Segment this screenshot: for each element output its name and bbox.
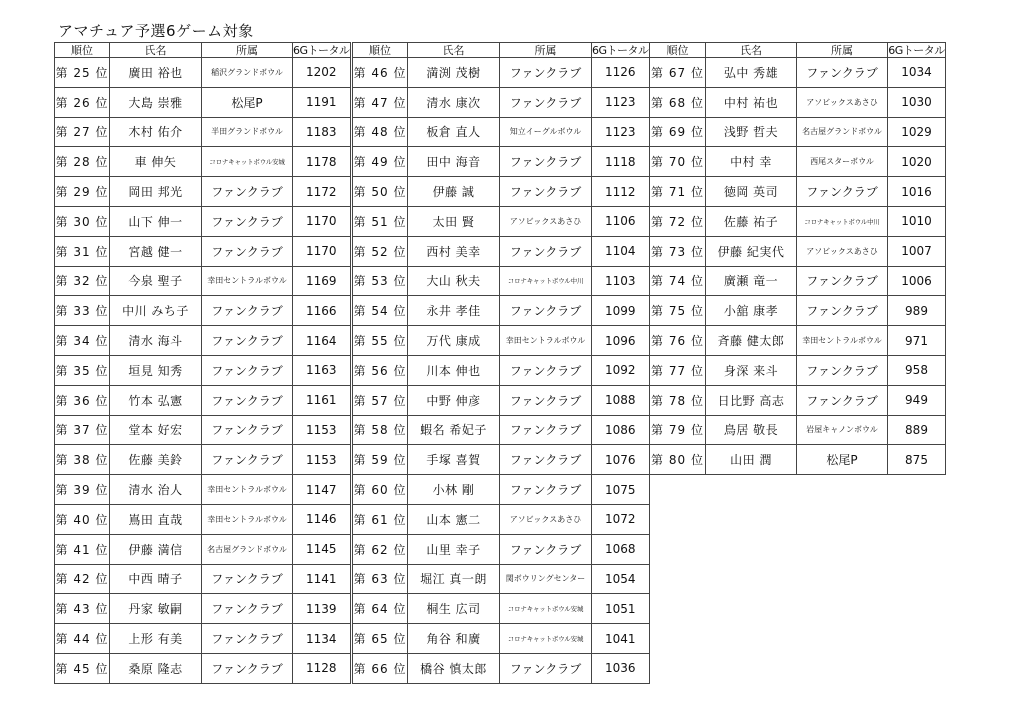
header-rank: 順位: [55, 43, 110, 58]
player-name-cell: 佐藤 美鈴: [110, 445, 202, 475]
player-name-cell: 田中 海音: [408, 147, 500, 177]
table-row: [650, 445, 946, 475]
affiliation-cell: ファンクラブ: [500, 534, 592, 564]
affiliation-cell: 西尾スターボウル: [797, 147, 888, 177]
rank-cell: 第 65 位: [353, 624, 408, 654]
rank-cell: 第 54 位: [353, 296, 408, 326]
table-row: [55, 58, 351, 88]
table-row: [353, 58, 650, 88]
score-cell: 1010: [888, 206, 946, 236]
rank-cell: 第 44 位: [55, 624, 110, 654]
table-row: [55, 177, 351, 207]
player-name-cell: 山田 潤: [706, 445, 797, 475]
score-cell: 1172: [293, 177, 351, 207]
rank-cell: 第 68 位: [650, 87, 706, 117]
score-cell: 1106: [592, 206, 650, 236]
player-name-cell: 山里 幸子: [408, 534, 500, 564]
rank-cell: 第 34 位: [55, 326, 110, 356]
table-row: [353, 87, 650, 117]
affiliation-cell: アソビックスあさひ: [500, 504, 592, 534]
affiliation-cell: ファンクラブ: [500, 296, 592, 326]
table-row: [353, 355, 650, 385]
player-name-cell: 西村 美幸: [408, 236, 500, 266]
score-cell: 1139: [293, 594, 351, 624]
player-name-cell: 桑原 隆志: [110, 653, 202, 683]
table-row: [353, 147, 650, 177]
affiliation-cell: ファンクラブ: [500, 385, 592, 415]
rank-cell: 第 29 位: [55, 177, 110, 207]
affiliation-cell: 名古屋グランドボウル: [202, 534, 293, 564]
header-name: 氏名: [706, 43, 797, 58]
score-cell: 1170: [293, 236, 351, 266]
affiliation-cell: アソビックスあさひ: [797, 236, 888, 266]
rank-cell: 第 75 位: [650, 296, 706, 326]
player-name-cell: 今泉 聖子: [110, 266, 202, 296]
rank-cell: 第 62 位: [353, 534, 408, 564]
score-cell: 1088: [592, 385, 650, 415]
player-name-cell: 弘中 秀雄: [706, 58, 797, 88]
score-cell: 889: [888, 415, 946, 445]
score-cell: 949: [888, 385, 946, 415]
player-name-cell: 蝦名 希妃子: [408, 415, 500, 445]
table-row: [353, 177, 650, 207]
player-name-cell: 中村 祐也: [706, 87, 797, 117]
player-name-cell: 橋谷 慎太郎: [408, 653, 500, 683]
player-name-cell: 中野 伸彦: [408, 385, 500, 415]
table-row: [353, 475, 650, 505]
affiliation-cell: コロナキャットボウル安城: [500, 594, 592, 624]
rank-cell: 第 30 位: [55, 206, 110, 236]
rank-cell: 第 39 位: [55, 475, 110, 505]
player-name-cell: 小林 剛: [408, 475, 500, 505]
affiliation-cell: 稲沢グランドボウル: [202, 58, 293, 88]
table-row: [353, 296, 650, 326]
rank-cell: 第 53 位: [353, 266, 408, 296]
table-row: [55, 266, 351, 296]
affiliation-cell: ファンクラブ: [500, 653, 592, 683]
affiliation-cell: コロナキャットボウル中川: [797, 206, 888, 236]
score-cell: 1146: [293, 504, 351, 534]
rank-cell: 第 48 位: [353, 117, 408, 147]
affiliation-cell: 幸田セントラルボウル: [500, 326, 592, 356]
table-row: [55, 504, 351, 534]
table-header-row: [353, 43, 650, 58]
header-score: 6Gトータル: [592, 43, 649, 57]
affiliation-cell: ファンクラブ: [500, 445, 592, 475]
table-row: [55, 624, 351, 654]
table-row: [650, 296, 946, 326]
rank-cell: 第 26 位: [55, 87, 110, 117]
rank-cell: 第 47 位: [353, 87, 408, 117]
affiliation-cell: ファンクラブ: [202, 296, 293, 326]
table-row: [55, 326, 351, 356]
affiliation-cell: ファンクラブ: [500, 236, 592, 266]
rank-cell: 第 79 位: [650, 415, 706, 445]
table-row: [353, 624, 650, 654]
affiliation-cell: ファンクラブ: [202, 177, 293, 207]
table-row: [55, 534, 351, 564]
player-name-cell: 堂本 好宏: [110, 415, 202, 445]
header-name: 氏名: [110, 43, 202, 58]
score-cell: 1134: [293, 624, 351, 654]
rank-cell: 第 40 位: [55, 504, 110, 534]
player-name-cell: 垣見 知秀: [110, 355, 202, 385]
rank-cell: 第 35 位: [55, 355, 110, 385]
affiliation-cell: 名古屋グランドボウル: [797, 117, 888, 147]
affiliation-cell: 知立イーグルボウル: [500, 117, 592, 147]
affiliation-cell: ファンクラブ: [202, 564, 293, 594]
table-row: [353, 266, 650, 296]
header-affiliation: 所属: [500, 43, 592, 58]
player-name-cell: 廣田 裕也: [110, 58, 202, 88]
rank-cell: 第 78 位: [650, 385, 706, 415]
score-cell: 1123: [592, 87, 650, 117]
table-row: [650, 415, 946, 445]
page-title: アマチュア予選6ゲーム対象: [58, 22, 254, 40]
player-name-cell: 清水 治人: [110, 475, 202, 505]
table-row: [353, 445, 650, 475]
score-cell: 1086: [592, 415, 650, 445]
player-name-cell: 伊藤 満信: [110, 534, 202, 564]
affiliation-cell: ファンクラブ: [500, 475, 592, 505]
player-name-cell: 丹家 敏嗣: [110, 594, 202, 624]
score-cell: 1161: [293, 385, 351, 415]
affiliation-cell: ファンクラブ: [500, 415, 592, 445]
player-name-cell: 大島 崇雅: [110, 87, 202, 117]
affiliation-cell: ファンクラブ: [202, 653, 293, 683]
table-row: [650, 87, 946, 117]
table-row: [55, 445, 351, 475]
table-row: [353, 117, 650, 147]
table-header-row: [650, 43, 946, 58]
header-rank: 順位: [650, 43, 706, 58]
score-cell: 1145: [293, 534, 351, 564]
score-cell: 1170: [293, 206, 351, 236]
score-cell: 1072: [592, 504, 650, 534]
table-row: [55, 594, 351, 624]
header-affiliation: 所属: [797, 43, 888, 58]
player-name-cell: 鳥居 敬長: [706, 415, 797, 445]
rank-cell: 第 51 位: [353, 206, 408, 236]
affiliation-cell: ファンクラブ: [500, 87, 592, 117]
rank-cell: 第 57 位: [353, 385, 408, 415]
rank-cell: 第 61 位: [353, 504, 408, 534]
affiliation-cell: 岩屋キャノンボウル: [797, 415, 888, 445]
score-cell: 1191: [293, 87, 351, 117]
table-row: [55, 296, 351, 326]
rank-cell: 第 38 位: [55, 445, 110, 475]
score-cell: 875: [888, 445, 946, 475]
rank-cell: 第 74 位: [650, 266, 706, 296]
score-cell: 1006: [888, 266, 946, 296]
score-cell: 1123: [592, 117, 650, 147]
rank-cell: 第 60 位: [353, 475, 408, 505]
score-cell: 1153: [293, 415, 351, 445]
affiliation-cell: ファンクラブ: [797, 266, 888, 296]
affiliation-cell: コロナキャットボウル中川: [500, 266, 592, 296]
score-cell: 1075: [592, 475, 650, 505]
table-row: [353, 385, 650, 415]
score-cell: 1041: [592, 624, 650, 654]
player-name-cell: 満渕 茂樹: [408, 58, 500, 88]
score-cell: 1169: [293, 266, 351, 296]
affiliation-cell: ファンクラブ: [500, 58, 592, 88]
rank-cell: 第 37 位: [55, 415, 110, 445]
score-cell: 971: [888, 326, 946, 356]
affiliation-cell: ファンクラブ: [797, 355, 888, 385]
affiliation-cell: アソビックスあさひ: [500, 206, 592, 236]
affiliation-cell: 幸田セントラルボウル: [202, 504, 293, 534]
table-row: [55, 385, 351, 415]
rank-cell: 第 45 位: [55, 653, 110, 683]
table-row: [55, 147, 351, 177]
table-row: [55, 206, 351, 236]
affiliation-cell: ファンクラブ: [797, 296, 888, 326]
affiliation-cell: コロナキャットボウル安城: [500, 624, 592, 654]
table-row: [650, 58, 946, 88]
affiliation-cell: 関ボウリングセンター: [500, 564, 592, 594]
player-name-cell: 徳岡 英司: [706, 177, 797, 207]
table-row: [650, 266, 946, 296]
table-row: [353, 653, 650, 683]
rank-cell: 第 64 位: [353, 594, 408, 624]
table-row: [353, 415, 650, 445]
table-row: [55, 355, 351, 385]
rank-cell: 第 55 位: [353, 326, 408, 356]
affiliation-cell: ファンクラブ: [202, 206, 293, 236]
table-row: [353, 206, 650, 236]
affiliation-cell: アソビックスあさひ: [797, 87, 888, 117]
player-name-cell: 万代 康成: [408, 326, 500, 356]
score-cell: 1029: [888, 117, 946, 147]
rank-cell: 第 50 位: [353, 177, 408, 207]
affiliation-cell: ファンクラブ: [202, 385, 293, 415]
affiliation-cell: ファンクラブ: [797, 177, 888, 207]
player-name-cell: 中西 晴子: [110, 564, 202, 594]
score-cell: 1051: [592, 594, 650, 624]
score-cell: 1153: [293, 445, 351, 475]
table-row: [55, 87, 351, 117]
player-name-cell: 廣瀬 竜一: [706, 266, 797, 296]
affiliation-cell: 幸田セントラルボウル: [202, 475, 293, 505]
table-row: [55, 653, 351, 683]
score-cell: 1076: [592, 445, 650, 475]
rank-cell: 第 41 位: [55, 534, 110, 564]
player-name-cell: 佐藤 祐子: [706, 206, 797, 236]
player-name-cell: 小舘 康孝: [706, 296, 797, 326]
score-cell: 1020: [888, 147, 946, 177]
score-cell: 1036: [592, 653, 650, 683]
rank-cell: 第 66 位: [353, 653, 408, 683]
score-cell: 1099: [592, 296, 650, 326]
score-cell: 1166: [293, 296, 351, 326]
player-name-cell: 斉藤 健太郎: [706, 326, 797, 356]
affiliation-cell: 幸田セントラルボウル: [797, 326, 888, 356]
affiliation-cell: ファンクラブ: [202, 415, 293, 445]
rank-cell: 第 58 位: [353, 415, 408, 445]
player-name-cell: 伊藤 紀実代: [706, 236, 797, 266]
score-cell: 1054: [592, 564, 650, 594]
results-table-column-3: [649, 42, 946, 475]
score-cell: 1163: [293, 355, 351, 385]
score-cell: 989: [888, 296, 946, 326]
header-rank: 順位: [353, 43, 408, 58]
affiliation-cell: 幸田セントラルボウル: [202, 266, 293, 296]
header-name: 氏名: [408, 43, 500, 58]
table-row: [55, 236, 351, 266]
table-row: [353, 504, 650, 534]
affiliation-cell: 松尾P: [797, 445, 888, 475]
player-name-cell: 上形 有美: [110, 624, 202, 654]
table-row: [650, 117, 946, 147]
rank-cell: 第 49 位: [353, 147, 408, 177]
player-name-cell: 浅野 哲夫: [706, 117, 797, 147]
header-score: 6Gトータル: [888, 43, 945, 57]
affiliation-cell: ファンクラブ: [202, 355, 293, 385]
affiliation-cell: ファンクラブ: [202, 236, 293, 266]
table-row: [55, 564, 351, 594]
table-row: [353, 594, 650, 624]
rank-cell: 第 63 位: [353, 564, 408, 594]
rank-cell: 第 43 位: [55, 594, 110, 624]
player-name-cell: 手塚 喜賀: [408, 445, 500, 475]
rank-cell: 第 56 位: [353, 355, 408, 385]
rank-cell: 第 69 位: [650, 117, 706, 147]
affiliation-cell: 松尾P: [202, 87, 293, 117]
score-cell: 1183: [293, 117, 351, 147]
score-cell: 1068: [592, 534, 650, 564]
rank-cell: 第 67 位: [650, 58, 706, 88]
rank-cell: 第 25 位: [55, 58, 110, 88]
score-cell: 1202: [293, 58, 351, 88]
player-name-cell: 清水 康次: [408, 87, 500, 117]
score-cell: 1118: [592, 147, 650, 177]
score-cell: 1034: [888, 58, 946, 88]
table-row: [650, 177, 946, 207]
affiliation-cell: ファンクラブ: [202, 445, 293, 475]
table-row: [353, 236, 650, 266]
table-row: [650, 385, 946, 415]
player-name-cell: 大山 秋夫: [408, 266, 500, 296]
rank-cell: 第 73 位: [650, 236, 706, 266]
table-row: [353, 564, 650, 594]
player-name-cell: 中川 みち子: [110, 296, 202, 326]
rank-cell: 第 71 位: [650, 177, 706, 207]
affiliation-cell: ファンクラブ: [797, 385, 888, 415]
score-cell: 1128: [293, 653, 351, 683]
score-cell: 1016: [888, 177, 946, 207]
table-row: [650, 206, 946, 236]
table-header-row: [55, 43, 351, 58]
table-row: [55, 117, 351, 147]
rank-cell: 第 36 位: [55, 385, 110, 415]
score-cell: 1103: [592, 266, 650, 296]
score-cell: 1096: [592, 326, 650, 356]
header-affiliation: 所属: [202, 43, 293, 58]
player-name-cell: 伊藤 誠: [408, 177, 500, 207]
score-cell: 1164: [293, 326, 351, 356]
player-name-cell: 岡田 邦光: [110, 177, 202, 207]
score-cell: 1007: [888, 236, 946, 266]
table-row: [650, 147, 946, 177]
rank-cell: 第 31 位: [55, 236, 110, 266]
score-cell: 958: [888, 355, 946, 385]
rank-cell: 第 70 位: [650, 147, 706, 177]
rank-cell: 第 76 位: [650, 326, 706, 356]
rank-cell: 第 46 位: [353, 58, 408, 88]
header-score: 6Gトータル: [293, 43, 350, 57]
player-name-cell: 桐生 広司: [408, 594, 500, 624]
player-name-cell: 宮越 健一: [110, 236, 202, 266]
rank-cell: 第 72 位: [650, 206, 706, 236]
player-name-cell: 板倉 直人: [408, 117, 500, 147]
affiliation-cell: ファンクラブ: [202, 326, 293, 356]
affiliation-cell: 半田グランドボウル: [202, 117, 293, 147]
rank-cell: 第 33 位: [55, 296, 110, 326]
table-row: [55, 415, 351, 445]
rank-cell: 第 32 位: [55, 266, 110, 296]
affiliation-cell: ファンクラブ: [797, 58, 888, 88]
rank-cell: 第 77 位: [650, 355, 706, 385]
score-cell: 1030: [888, 87, 946, 117]
player-name-cell: 清水 海斗: [110, 326, 202, 356]
player-name-cell: 竹本 弘憲: [110, 385, 202, 415]
rank-cell: 第 42 位: [55, 564, 110, 594]
score-cell: 1141: [293, 564, 351, 594]
score-cell: 1112: [592, 177, 650, 207]
table-row: [353, 534, 650, 564]
player-name-cell: 嶌田 直哉: [110, 504, 202, 534]
affiliation-cell: ファンクラブ: [500, 147, 592, 177]
table-row: [650, 326, 946, 356]
rank-cell: 第 28 位: [55, 147, 110, 177]
player-name-cell: 身深 来斗: [706, 355, 797, 385]
player-name-cell: 山本 憲二: [408, 504, 500, 534]
results-table-column-2: [352, 42, 650, 684]
affiliation-cell: ファンクラブ: [500, 177, 592, 207]
player-name-cell: 川本 伸也: [408, 355, 500, 385]
table-row: [353, 326, 650, 356]
affiliation-cell: コロナキャットボウル安城: [202, 147, 293, 177]
player-name-cell: 木村 佑介: [110, 117, 202, 147]
affiliation-cell: ファンクラブ: [202, 594, 293, 624]
player-name-cell: 堀江 真一朗: [408, 564, 500, 594]
player-name-cell: 山下 伸一: [110, 206, 202, 236]
score-cell: 1126: [592, 58, 650, 88]
rank-cell: 第 52 位: [353, 236, 408, 266]
score-cell: 1147: [293, 475, 351, 505]
affiliation-cell: ファンクラブ: [202, 624, 293, 654]
rank-cell: 第 80 位: [650, 445, 706, 475]
rank-cell: 第 59 位: [353, 445, 408, 475]
score-cell: 1092: [592, 355, 650, 385]
player-name-cell: 太田 賢: [408, 206, 500, 236]
player-name-cell: 角谷 和廣: [408, 624, 500, 654]
table-row: [650, 236, 946, 266]
affiliation-cell: ファンクラブ: [500, 355, 592, 385]
results-table-column-1: [54, 42, 351, 684]
score-cell: 1178: [293, 147, 351, 177]
player-name-cell: 永井 孝佳: [408, 296, 500, 326]
table-row: [55, 475, 351, 505]
player-name-cell: 車 伸矢: [110, 147, 202, 177]
score-cell: 1104: [592, 236, 650, 266]
player-name-cell: 日比野 高志: [706, 385, 797, 415]
player-name-cell: 中村 幸: [706, 147, 797, 177]
table-row: [650, 355, 946, 385]
rank-cell: 第 27 位: [55, 117, 110, 147]
